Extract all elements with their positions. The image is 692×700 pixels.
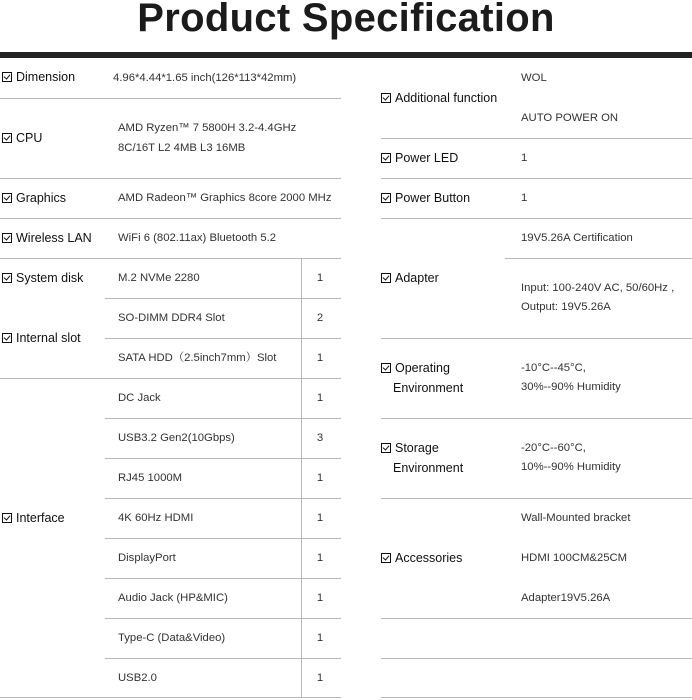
checkbox-icon [2,333,12,343]
row-divider [381,338,692,339]
checkbox-icon [2,513,12,523]
checkbox-icon [2,193,12,203]
checkbox-icon [381,153,391,163]
row-divider [381,418,692,419]
spec-value-power-led: 1 [521,152,528,164]
spec-value-accessory: Adapter19V5.26A [521,592,611,604]
spec-qty-interface: 1 [316,392,324,404]
row-divider [381,138,692,139]
spec-label-power-led: Power LED [381,151,458,165]
spec-qty-interface: 3 [316,432,324,444]
row-divider [105,418,341,419]
spec-value-interface: Type-C (Data&Video) [118,632,226,644]
spec-label-additional-function: Additional function [381,91,497,105]
spec-label-operating-environment: Operating [381,361,450,375]
checkbox-icon [381,553,391,563]
row-divider [105,458,341,459]
checkbox-icon [2,72,12,82]
spec-qty-interface: 1 [316,552,324,564]
row-divider [0,178,341,179]
spec-qty-interface: 1 [316,512,324,524]
spec-label-internal-slot: Internal slot [2,331,81,345]
spec-qty-internal-slot: 2 [316,312,324,324]
spec-value-system-disk: M.2 NVMe 2280 [118,272,200,284]
spec-value-interface: DisplayPort [118,552,176,564]
spec-label-system-disk: System disk [2,271,83,285]
row-divider [0,258,341,259]
spec-value-interface: Audio Jack (HP&MIC) [118,592,228,604]
spec-value-accessory: HDMI 100CM&25CM [521,552,628,564]
row-divider [105,298,341,299]
row-divider [381,178,692,179]
spec-qty-internal-slot: 1 [316,352,324,364]
row-divider [381,697,692,698]
row-divider [381,658,692,659]
page-title: Product Specification [137,0,555,40]
spec-value-internal-slot: SO-DIMM DDR4 Slot [118,312,225,324]
row-divider [0,218,341,219]
spec-qty-interface: 1 [316,592,324,604]
spec-value-storage-humidity: 10%--90% Humidity [521,461,621,473]
row-divider [381,218,692,219]
row-divider [0,697,341,698]
qty-column-divider [301,258,302,698]
spec-value-wol: WOL [521,72,547,84]
row-divider [505,258,692,259]
spec-value-adapter-cert: 19V5.26A Certification [521,232,633,244]
row-divider [0,378,341,379]
spec-label-cpu: CPU [2,131,42,145]
title-underline-bar [0,52,692,58]
row-divider [381,618,692,619]
spec-label-storage-environment-line2: Environment [393,461,464,475]
checkbox-icon [2,133,12,143]
row-divider [105,618,341,619]
spec-label-interface: Interface [2,511,65,525]
spec-label-graphics: Graphics [2,191,66,205]
spec-value-dimension: 4.96*4.44*1.65 inch(126*113*42mm) [113,72,297,84]
row-divider [105,658,341,659]
spec-label-storage-environment: Storage [381,441,439,455]
spec-value-graphics: AMD Radeon™ Graphics 8core 2000 MHz [118,192,332,204]
spec-value-operating-temp: -10°C--45°C, [521,362,586,374]
spec-value-power-button: 1 [521,192,528,204]
row-divider [105,498,341,499]
checkbox-icon [381,273,391,283]
spec-value-interface: USB3.2 Gen2(10Gbps) [118,432,235,444]
spec-label-wireless-lan: Wireless LAN [2,231,92,245]
row-divider [381,498,692,499]
spec-value-interface: RJ45 1000M [118,472,183,484]
spec-value-interface: USB2.0 [118,672,157,684]
spec-label-adapter: Adapter [381,271,439,285]
spec-value-accessory: Wall-Mounted bracket [521,512,631,524]
row-divider [105,538,341,539]
spec-value-operating-humidity: 30%--90% Humidity [521,381,621,393]
spec-qty-interface: 1 [316,672,324,684]
checkbox-icon [2,273,12,283]
spec-label-dimension: Dimension [2,70,75,84]
row-divider [105,578,341,579]
spec-value-wireless: WiFi 6 (802.11ax) Bluetooth 5.2 [118,232,277,244]
checkbox-icon [381,363,391,373]
spec-value-internal-slot: SATA HDD（2.5inch7mm）Slot [118,352,277,364]
spec-qty-system-disk: 1 [316,272,324,284]
row-divider [0,98,341,99]
spec-value-storage-temp: -20°C--60°C, [521,442,586,454]
spec-value-interface: 4K 60Hz HDMI [118,512,194,524]
spec-qty-interface: 1 [316,632,324,644]
spec-label-accessories: Accessories [381,551,462,565]
spec-value-auto-power-on: AUTO POWER ON [521,112,619,124]
spec-label-operating-environment-line2: Environment [393,381,464,395]
spec-label-power-button: Power Button [381,191,470,205]
spec-value-cpu-line2: 8C/16T L2 4MB L3 16MB [118,142,246,154]
spec-value-interface: DC Jack [118,392,161,404]
checkbox-icon [2,233,12,243]
spec-qty-interface: 1 [316,472,324,484]
spec-value-cpu-line1: AMD Ryzen™ 7 5800H 3.2-4.4GHz [118,122,297,134]
spec-value-adapter-output: Output: 19V5.26A [521,301,611,313]
row-divider [105,338,341,339]
spec-value-adapter-input: Input: 100-240V AC, 50/60Hz , [521,282,675,294]
checkbox-icon [381,93,391,103]
checkbox-icon [381,443,391,453]
checkbox-icon [381,193,391,203]
